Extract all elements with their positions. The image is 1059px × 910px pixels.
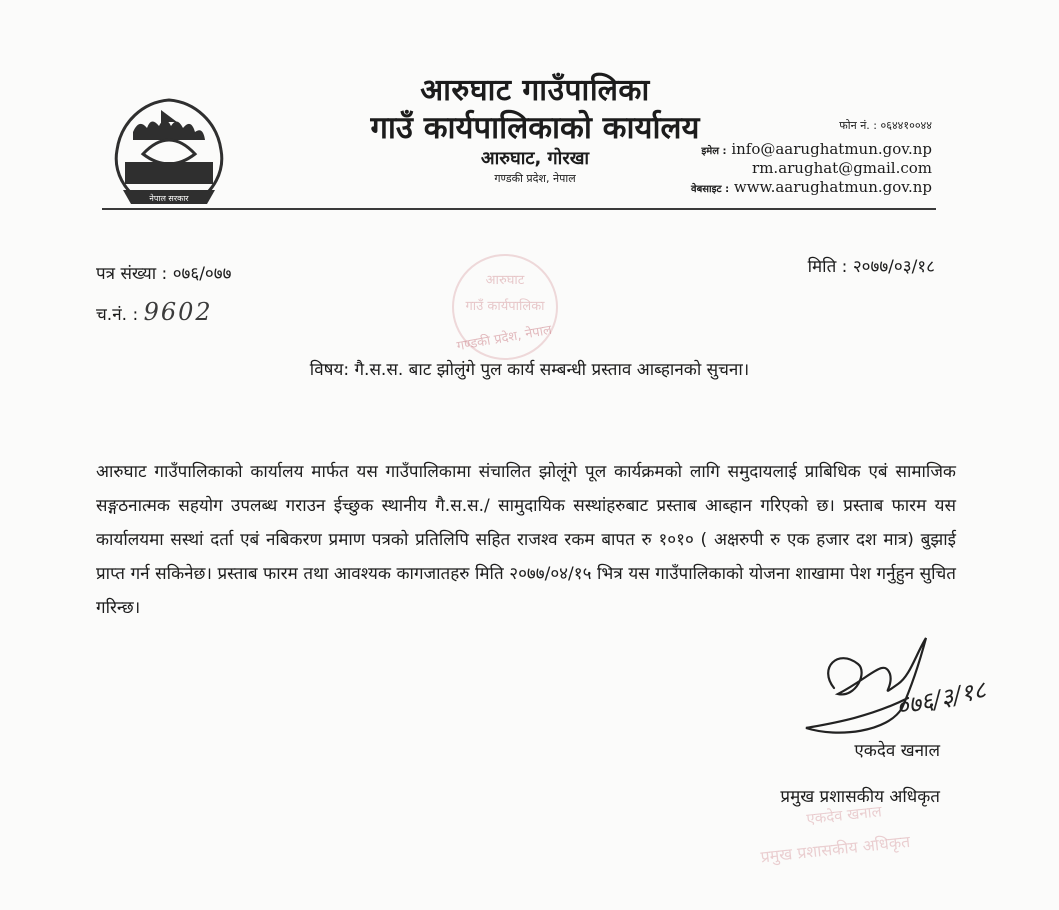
- letter-subject: विषय: गै.स.स. बाट झोलुंगे पुल कार्य सम्बन्धी प्रस्ताव आब्हानको सुचना।: [309, 360, 750, 380]
- nepal-emblem-icon: [103, 92, 235, 216]
- dispatch-number: [96, 298, 213, 326]
- signature-image: [798, 628, 1018, 740]
- letter-body: आरुघाट गाउँपालिकाको कार्यालय मार्फत यस गाउँपालिकामा संचालित झोलूंगे पूल कार्यक्रमको लागि समुदायलाई प्राबिधिक एबं सामाजिक सङ्गठनात्मक सहयोग उपलब्ध गराउन ईच्छुक स्थानीय गै.स.स./ सामुदायिक सस्थांहरुबाट प्रस्ताब आब्हान गरिएको छ। प्रस्ताब फारम यस कार्यालयमा सस्थां दर्ता एबं नबिकरण प्रमाण पत्रको प्रतिलिपि सहित राजश्व रकम बापत रु १०१० ( अक्षरुपी रु एक हजार दश मात्र) बुझाई प्राप्त गर्न सकिनेछ। प्रस्ताब फारम तथा आवश्यक कागजातहरु मिति २०७७/०४/१५ भित्र यस गाउँपालिकाको योजना शाखामा पेश गर्नुहुन सुचित गरिन्छ।: [96, 462, 956, 618]
- signatory-name: एकदेव खनाल: [854, 741, 940, 761]
- signature-date: ०७६/३/१८: [893, 675, 989, 722]
- stamp-center-line-2: गाउँ कार्यपालिका: [465, 299, 545, 314]
- email-value-1[interactable]: info@aarughatmun.gov.np: [731, 140, 932, 158]
- header-divider: [102, 208, 936, 210]
- stamp-bottom-line-1: एकदेव खनाल: [805, 802, 883, 829]
- letter-date: [808, 254, 935, 277]
- stamp-center-line-3: गण्डकी प्रदेश, नेपाल: [455, 322, 554, 355]
- ref-value: ०७६/०७७: [172, 264, 232, 284]
- municipality-title: आरुघाट गाउँपालिका: [420, 73, 650, 108]
- contact-website: [691, 178, 932, 196]
- officer-stamp-bottom: [760, 800, 980, 870]
- emblem-caption: नेपाल सरकार: [149, 194, 189, 203]
- signatory-title: प्रमुख प्रशासकीय अधिकृत: [780, 787, 940, 807]
- date-value: २०७७/०३/१८: [852, 257, 935, 277]
- email-value-2[interactable]: rm.arughat@gmail.com: [752, 159, 932, 177]
- contact-email-2: [752, 159, 932, 177]
- ref-label: पत्र संख्या :: [96, 264, 168, 284]
- office-title: गाउँ कार्यपालिकाको कार्यालय: [370, 110, 700, 146]
- phone-label: फोन नं. :: [839, 119, 878, 132]
- dispatch-label: च.नं. :: [96, 305, 139, 325]
- website-label: वेबसाइट :: [691, 184, 730, 195]
- office-location: आरुघाट, गोरखा: [480, 148, 590, 169]
- office-province: गण्डकी प्रदेश, नेपाल: [494, 172, 576, 185]
- contact-phone: [839, 118, 932, 133]
- office-stamp-center: [420, 252, 590, 362]
- stamp-bottom-line-2: प्रमुख प्रशासकीय अधिकृत: [759, 831, 912, 867]
- stamp-center-line-1: आरुघाट: [485, 273, 525, 288]
- phone-value: ०६४४१००४४: [880, 119, 932, 132]
- website-value[interactable]: www.aarughatmun.gov.np: [733, 178, 932, 196]
- contact-email: [701, 140, 932, 158]
- date-label: मिति :: [807, 257, 848, 277]
- letter-reference: [96, 261, 231, 284]
- dispatch-value: 9602: [143, 298, 213, 326]
- email-label: इमेल :: [701, 146, 727, 157]
